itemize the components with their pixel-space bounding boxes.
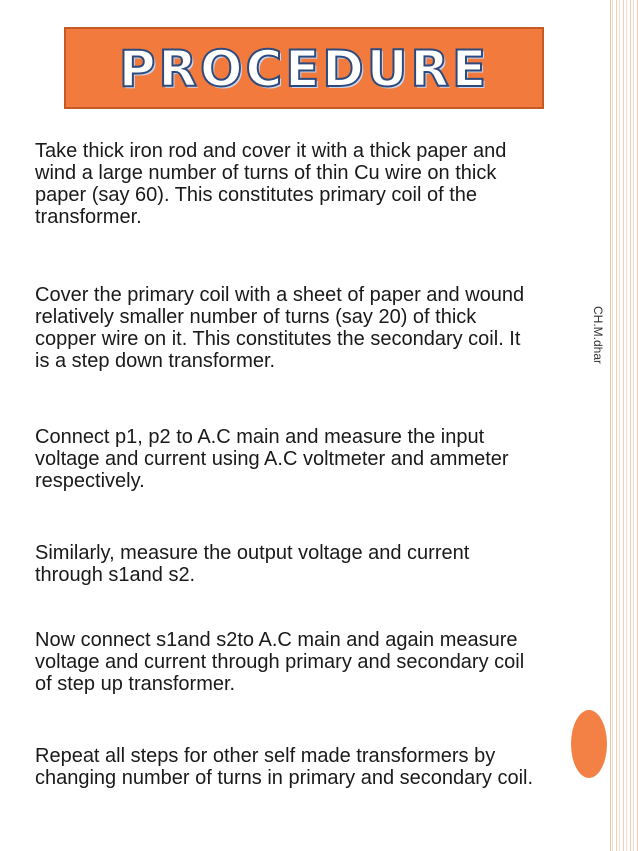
procedure-step-4: Similarly, measure the output voltage and current through s1and s2.: [35, 542, 470, 586]
author-text: CH.M.dhar: [591, 305, 606, 365]
title-banner: [64, 27, 544, 109]
procedure-step-1: Take thick iron rod and cover it with a thick paper and wind a large number of turns of thin Cu wire on thick paper (say 60). This constitutes primary coil of the transformer.: [35, 140, 507, 228]
procedure-step-2: Cover the primary coil with a sheet of paper and wound relatively smaller number of turns (say 20) of thick copper wire on it. This constitutes the secondary coil. It is a step down transformer.: [35, 284, 525, 372]
page-marker-oval: [571, 710, 607, 778]
page-title: PROCEDURE: [118, 40, 490, 98]
procedure-step-5: Now connect s1and s2to A.C main and again measure voltage and current through primary and secondary coil of step up transformer.: [35, 629, 525, 695]
procedure-step-6: Repeat all steps for other self made transformers by changing number of turns in primary and secondary coil.: [35, 745, 534, 789]
author-label: [588, 285, 608, 385]
procedure-step-3: Connect p1, p2 to A.C main and measure the input voltage and current using A.C voltmeter and ammeter respectively.: [35, 426, 509, 492]
